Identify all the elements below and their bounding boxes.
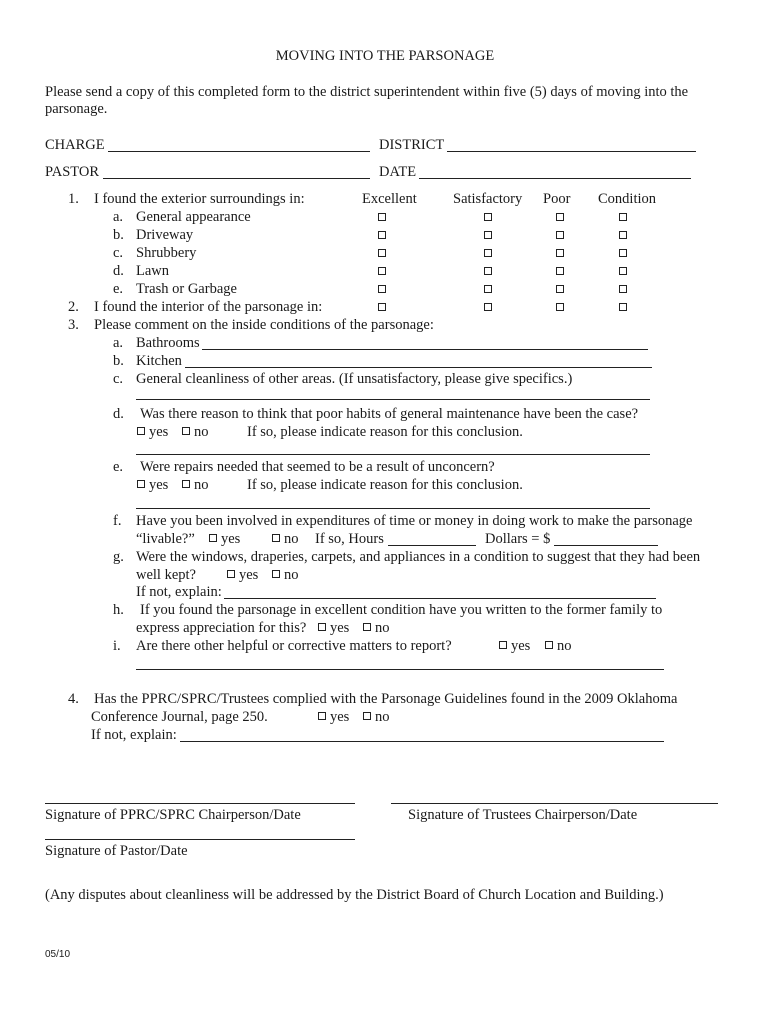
checkbox-trash-satisfactory[interactable] xyxy=(484,285,492,293)
charge-field[interactable] xyxy=(108,151,370,152)
q3g-line2: well kept? xyxy=(136,567,196,583)
date-label: DATE xyxy=(379,164,417,180)
no-checkbox[interactable] xyxy=(272,534,280,542)
q3a-label: Bathrooms xyxy=(136,335,200,351)
pastor-field[interactable] xyxy=(103,178,370,179)
yes-label: yes xyxy=(511,638,531,654)
q3d-no-option[interactable] xyxy=(182,425,209,440)
q3g-line1: Were the windows, draperies, carpets, and appliances in a condition to suggest that they had been xyxy=(136,549,701,565)
q3c-letter: c. xyxy=(113,371,124,387)
column-header-condition: Condition xyxy=(598,191,657,207)
checkbox-lawn-poor[interactable] xyxy=(556,267,564,275)
pastor-signature-line[interactable] xyxy=(45,839,355,840)
checkbox-general-appearance-poor[interactable] xyxy=(556,213,564,221)
yes-label: yes xyxy=(149,424,169,440)
q4-no-option[interactable] xyxy=(363,710,390,725)
q3f-line1: Have you been involved in expenditures of time or money in doing work to make the parsonage xyxy=(136,513,693,529)
bathrooms-field[interactable] xyxy=(202,349,648,350)
q3g-letter: g. xyxy=(113,549,124,565)
q1-item-letter: a. xyxy=(113,209,124,225)
q1-item-letter: d. xyxy=(113,263,124,279)
q3e-letter: e. xyxy=(113,459,124,475)
q3a-letter: a. xyxy=(113,335,124,351)
q3e-no-option[interactable] xyxy=(182,478,209,493)
checkbox-general-appearance-excellent[interactable] xyxy=(378,213,386,221)
q3e-reason-text: If so, please indicate reason for this conclusion. xyxy=(247,477,523,493)
yes-checkbox[interactable] xyxy=(318,623,326,631)
checkbox-interior-poor[interactable] xyxy=(556,303,564,311)
q3e-yes-option[interactable] xyxy=(137,478,168,493)
q3f-livable: “livable?” xyxy=(136,531,195,547)
q3f-yes-option[interactable] xyxy=(209,532,240,547)
checkbox-shrubbery-condition[interactable] xyxy=(619,249,627,257)
page-title: MOVING INTO THE PARSONAGE xyxy=(275,48,495,64)
q3h-no-option[interactable] xyxy=(363,621,390,636)
yes-checkbox[interactable] xyxy=(209,534,217,542)
no-label: no xyxy=(284,531,299,547)
q3g-no-option[interactable] xyxy=(272,568,299,583)
q3-number: 3. xyxy=(68,317,79,333)
checkbox-trash-condition[interactable] xyxy=(619,285,627,293)
q3b-letter: b. xyxy=(113,353,124,369)
q3d-yes-option[interactable] xyxy=(137,425,168,440)
checkbox-driveway-satisfactory[interactable] xyxy=(484,231,492,239)
q1-item-label: Shrubbery xyxy=(136,245,197,261)
pprc-signature-line[interactable] xyxy=(45,803,355,804)
column-header-satisfactory: Satisfactory xyxy=(453,191,523,207)
form-code: 05/10 xyxy=(45,949,71,960)
q1-item-label: Lawn xyxy=(136,263,170,279)
q3h-yes-option[interactable] xyxy=(318,621,349,636)
q4-yes-option[interactable] xyxy=(318,710,349,725)
column-header-excellent: Excellent xyxy=(362,191,417,207)
pastor-signature-label: Signature of Pastor/Date xyxy=(45,843,188,859)
q2-number: 2. xyxy=(68,299,79,315)
yes-checkbox[interactable] xyxy=(499,641,507,649)
q3f-hours-label: If so, Hours xyxy=(315,531,384,547)
checkbox-lawn-excellent[interactable] xyxy=(378,267,386,275)
checkbox-interior-satisfactory[interactable] xyxy=(484,303,492,311)
q3i-letter: i. xyxy=(113,638,121,654)
other-matters-field[interactable] xyxy=(136,669,664,670)
yes-label: yes xyxy=(330,620,350,636)
no-checkbox[interactable] xyxy=(363,623,371,631)
no-label: no xyxy=(557,638,572,654)
maintenance-reason-field[interactable] xyxy=(136,454,650,455)
q3g-yes-option[interactable] xyxy=(227,568,258,583)
yes-checkbox[interactable] xyxy=(318,712,326,720)
yes-label: yes xyxy=(239,567,259,583)
q2-text: I found the interior of the parsonage in: xyxy=(94,299,323,315)
q3f-letter: f. xyxy=(113,513,122,529)
repairs-reason-field[interactable] xyxy=(136,508,650,509)
q4-explain-label: If not, explain: xyxy=(91,727,177,743)
q3b-label: Kitchen xyxy=(136,353,182,369)
dollars-field[interactable] xyxy=(554,545,658,546)
district-field[interactable] xyxy=(447,151,696,152)
cleanliness-field[interactable] xyxy=(136,399,650,400)
checkbox-driveway-excellent[interactable] xyxy=(378,231,386,239)
checkbox-general-appearance-condition[interactable] xyxy=(619,213,627,221)
checkbox-shrubbery-poor[interactable] xyxy=(556,249,564,257)
q1-item-letter: b. xyxy=(113,227,124,243)
intro-text-line2: parsonage. xyxy=(45,101,108,117)
no-checkbox[interactable] xyxy=(182,427,190,435)
yes-label: yes xyxy=(330,709,350,725)
district-label: DISTRICT xyxy=(379,137,445,153)
q1-item-label: Trash or Garbage xyxy=(136,281,237,297)
q3h-letter: h. xyxy=(113,602,124,618)
pastor-label: PASTOR xyxy=(45,164,100,180)
q3g-explain-label: If not, explain: xyxy=(136,584,222,600)
q4-line2: Conference Journal, page 250. xyxy=(91,709,268,725)
q3i-label: Are there other helpful or corrective matters to report? xyxy=(136,638,452,654)
no-label: no xyxy=(375,709,390,725)
q1-item-letter: e. xyxy=(113,281,124,297)
q1-number: 1. xyxy=(68,191,79,207)
no-checkbox[interactable] xyxy=(363,712,371,720)
q1-item-label: Driveway xyxy=(136,227,194,243)
q3d-label: Was there reason to think that poor habits of general maintenance have been the case? xyxy=(140,406,639,422)
checkbox-lawn-satisfactory[interactable] xyxy=(484,267,492,275)
q3d-reason-text: If so, please indicate reason for this conclusion. xyxy=(247,424,523,440)
q3e-label: Were repairs needed that seemed to be a result of unconcern? xyxy=(140,459,495,475)
hours-field[interactable] xyxy=(388,545,476,546)
yes-checkbox[interactable] xyxy=(227,570,235,578)
no-label: no xyxy=(375,620,390,636)
no-checkbox[interactable] xyxy=(272,570,280,578)
no-checkbox[interactable] xyxy=(545,641,553,649)
q3i-yes-option[interactable] xyxy=(499,639,530,654)
q3f-no-option[interactable] xyxy=(272,532,299,547)
checkbox-lawn-condition[interactable] xyxy=(619,267,627,275)
column-header-poor: Poor xyxy=(543,191,571,207)
q1-text: I found the exterior surroundings in: xyxy=(94,191,305,207)
checkbox-interior-condition[interactable] xyxy=(619,303,627,311)
q3i-no-option[interactable] xyxy=(545,639,572,654)
q3f-dollars-label: Dollars = $ xyxy=(485,531,551,547)
guidelines-explain-field[interactable] xyxy=(180,741,664,742)
q3h-line2: express appreciation for this? xyxy=(136,620,307,636)
charge-label: CHARGE xyxy=(45,137,105,153)
yes-label: yes xyxy=(221,531,241,547)
yes-checkbox[interactable] xyxy=(137,480,145,488)
intro-text-line1: Please send a copy of this completed form to the district superintendent within five (5) days of moving into the xyxy=(45,84,689,100)
trustees-signature-label: Signature of Trustees Chairperson/Date xyxy=(408,807,638,823)
no-label: no xyxy=(194,477,209,493)
checkbox-interior-excellent[interactable] xyxy=(378,303,386,311)
q1-item-letter: c. xyxy=(113,245,124,261)
yes-checkbox[interactable] xyxy=(137,427,145,435)
trustees-signature-line[interactable] xyxy=(391,803,718,804)
disputes-note: (Any disputes about cleanliness will be addressed by the District Board of Church Location and Building.) xyxy=(45,887,664,903)
no-label: no xyxy=(194,424,209,440)
checkbox-driveway-poor[interactable] xyxy=(556,231,564,239)
kitchen-field[interactable] xyxy=(185,367,652,368)
date-field[interactable] xyxy=(419,178,691,179)
q1-item-label: General appearance xyxy=(136,209,251,225)
q3-text: Please comment on the inside conditions of the parsonage: xyxy=(94,317,434,333)
q3h-line1: If you found the parsonage in excellent condition have you written to the former family to xyxy=(140,602,663,618)
checkbox-driveway-condition[interactable] xyxy=(619,231,627,239)
checkbox-general-appearance-satisfactory[interactable] xyxy=(484,213,492,221)
pprc-signature-label: Signature of PPRC/SPRC Chairperson/Date xyxy=(45,807,301,823)
yes-label: yes xyxy=(149,477,169,493)
checkbox-shrubbery-excellent[interactable] xyxy=(378,249,386,257)
q3c-label: General cleanliness of other areas. (If unsatisfactory, please give specifics.) xyxy=(136,371,573,387)
no-label: no xyxy=(284,567,299,583)
checkbox-shrubbery-satisfactory[interactable] xyxy=(484,249,492,257)
checkbox-trash-excellent[interactable] xyxy=(378,285,386,293)
q4-line1: Has the PPRC/SPRC/Trustees complied with the Parsonage Guidelines found in the 2009 Oklahoma xyxy=(94,691,678,707)
no-checkbox[interactable] xyxy=(182,480,190,488)
q3d-letter: d. xyxy=(113,406,124,422)
q4-number: 4. xyxy=(68,691,79,707)
kept-explain-field[interactable] xyxy=(224,598,656,599)
checkbox-trash-poor[interactable] xyxy=(556,285,564,293)
